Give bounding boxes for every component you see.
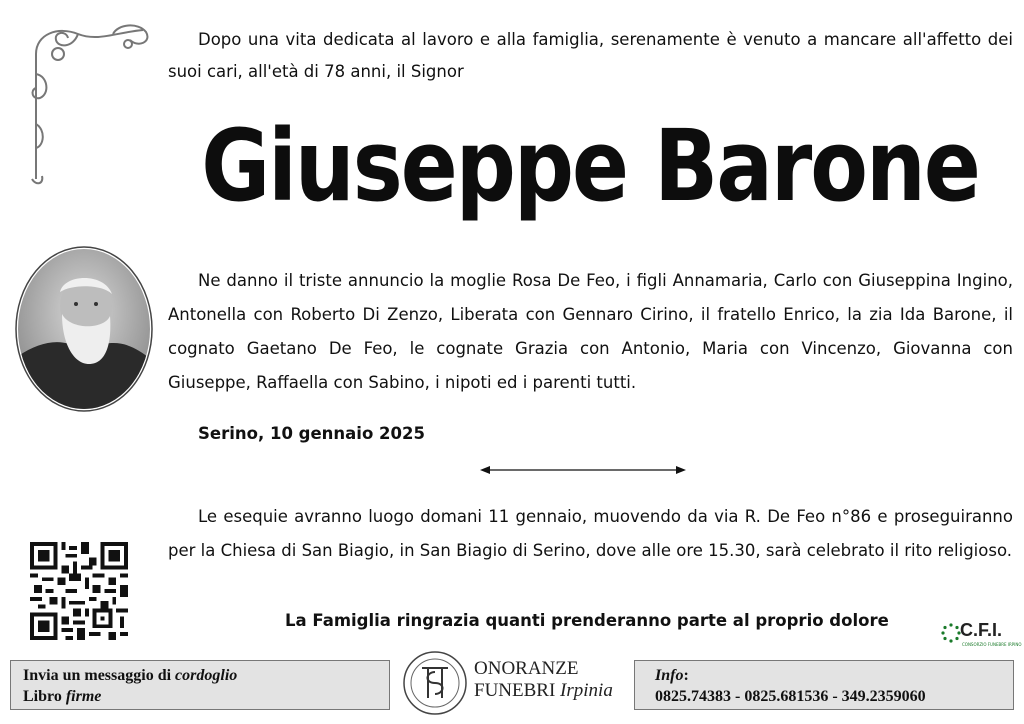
funeral-paragraph [168, 500, 1013, 568]
info-box [634, 660, 1014, 710]
intro-paragraph [168, 24, 1013, 88]
phone-numbers[interactable]: 0825.74383 - 0825.681536 - 349.2359060 [655, 688, 926, 705]
announcement-paragraph [168, 264, 1013, 400]
funeral-text: Le esequie avranno luogo domani 11 gennaio, muovendo da via R. De Feo n°86 e proseguiranno per la Chiesa di San Biagio, in San Biagio di Serino, dove alle ore 15.30, sarà celebrato il rito religioso. [168, 507, 1013, 560]
condolence-line[interactable] [23, 665, 377, 686]
cfi-logo-icon [940, 618, 1022, 652]
cfi-label: C.F.I. [960, 620, 1003, 640]
brand-line-1: ONORANZE [474, 658, 579, 679]
brand-funebri: FUNEBRI [474, 680, 561, 701]
agency-brand [474, 658, 613, 702]
guestbook-line[interactable] [23, 686, 377, 707]
corner-ornament-icon [18, 14, 158, 189]
info-label: Info [655, 667, 684, 684]
cfi-subtitle: CONSORZIO FUNEBRE IRPINO [962, 642, 1022, 647]
guestbook-prefix: Libro [23, 688, 66, 705]
condolence-word: cordoglio [175, 667, 238, 684]
condolence-box[interactable] [10, 660, 390, 710]
guestbook-word: firme [65, 688, 102, 705]
double-arrow-divider-icon [478, 462, 688, 478]
brand-line-2 [474, 680, 613, 702]
place-date: Serino, 10 gennaio 2025 [198, 424, 425, 443]
brand-irpinia: Irpinia [560, 680, 613, 701]
portrait-icon [14, 244, 154, 414]
announcement-text: Ne danno il triste annuncio la moglie Rosa De Feo, i figli Annamaria, Carlo con Giuseppina Ingino, Antonella con Roberto Di Zenzo, Liberata con Gennaro Cirino, il fratello Enrico, la zia Ida Barone, il cognato Gaetano De Feo, le cognate Grazia con Antonio, Maria con Vincenzo, Giovanna con Giuseppe, Raffaella con Sabino, i nipoti ed i parenti tutti. [168, 271, 1013, 392]
agency-logo-icon [402, 650, 468, 716]
family-thanks: La Famiglia ringrazia quanti prenderanno parte al proprio dolore [285, 611, 889, 630]
condolence-prefix: Invia un messaggio di [23, 667, 176, 684]
info-heading [655, 665, 993, 686]
qr-code-icon[interactable] [30, 542, 128, 640]
deceased-name: Giuseppe Barone [201, 108, 979, 224]
intro-text: Dopo una vita dedicata al lavoro e alla famiglia, serenamente è venuto a mancare all'affetto dei suoi cari, all'età di 78 anni, il Signor [168, 30, 1013, 81]
info-colon: : [683, 667, 689, 684]
